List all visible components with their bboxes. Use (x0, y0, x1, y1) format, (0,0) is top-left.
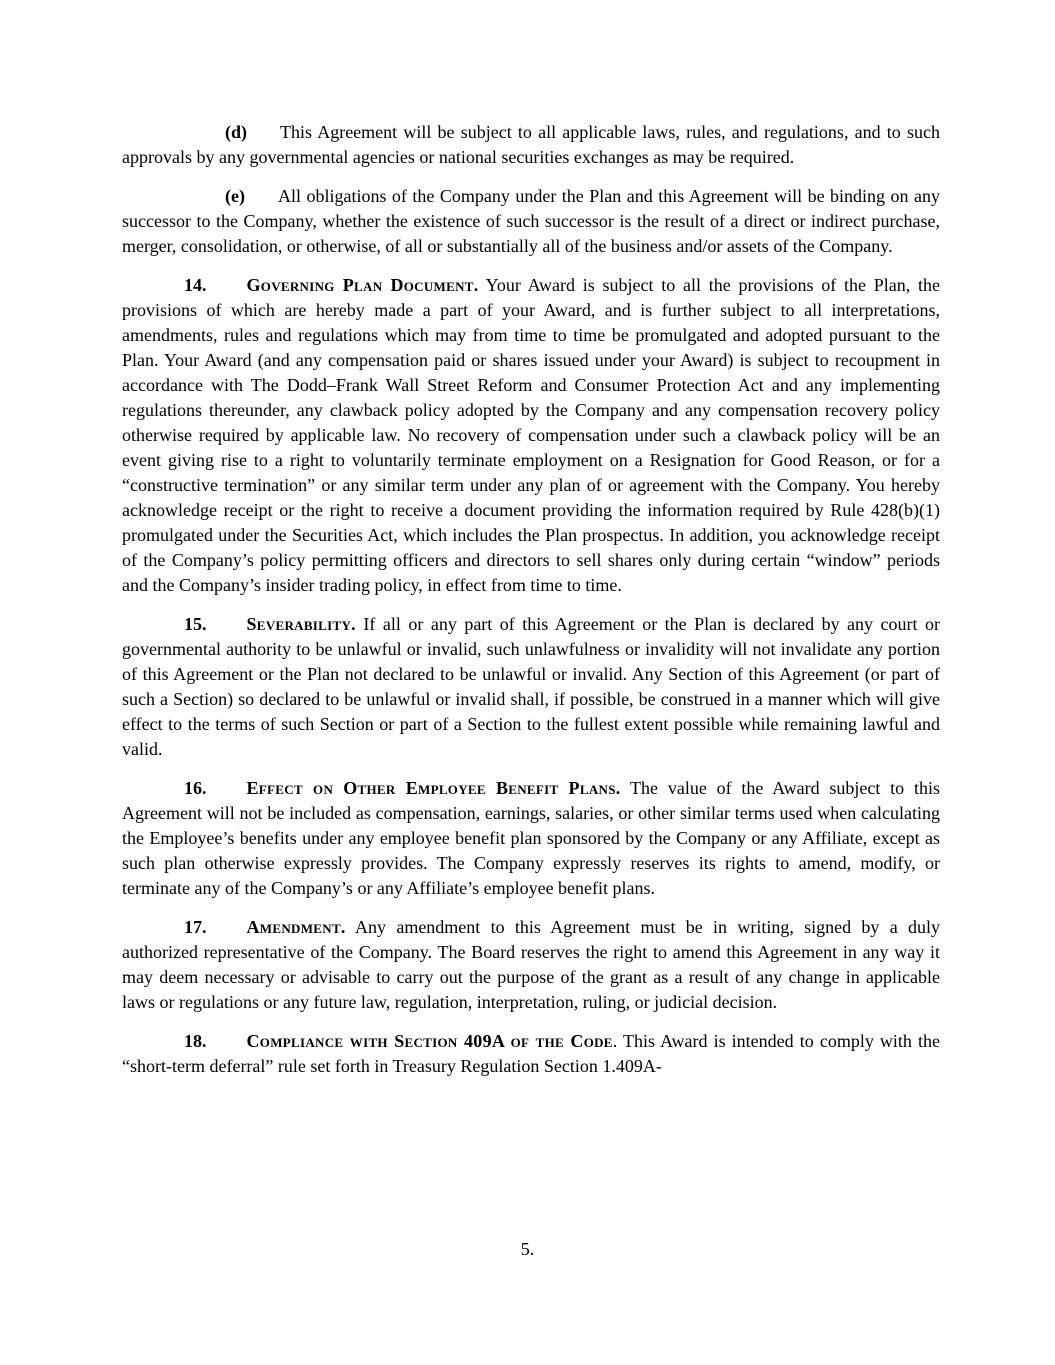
section-16-body: The value of the Award subject to this Agreement will not be included as compensation, earnings, salaries, or other similar terms used when calculating the Employee’s benefits under any employee benefit plan sponsored by the Company or any Affiliate, except as such plan otherwise expressly provides. The Company expressly reserves its rights to amend, modify, or terminate any of the Company’s or any Affiliate’s employee benefit plans. (122, 778, 940, 898)
section-14-governing-plan-document (122, 273, 940, 598)
section-18-heading: Compliance with Section 409A of the Code (246, 1031, 613, 1051)
paragraph-e (122, 184, 940, 259)
section-16-number: 16. (184, 778, 207, 798)
section-18-body: This Award is intended to comply with the “short-term deferral” rule set forth in Treasury Regulation Section 1.409A- (122, 1031, 940, 1076)
paragraph-e-label: (e) (225, 186, 245, 206)
section-17-amendment (122, 915, 940, 1015)
section-16-heading: Effect on Other Employee Benefit Plans. (246, 778, 621, 798)
section-14-heading: Governing Plan Document. (246, 275, 479, 295)
section-15-number: 15. (184, 614, 207, 634)
section-17-number: 17. (184, 917, 207, 937)
section-15-heading: Severability. (246, 614, 356, 634)
section-16-effect-on-other-employee-benefit-plans (122, 776, 940, 901)
paragraph-d-text: This Agreement will be subject to all applicable laws, rules, and regulations, and to such approvals by any governmental agencies or national securities exchanges as may be required. (122, 122, 940, 167)
section-18-compliance-with-section-409a (122, 1029, 940, 1079)
section-15-body: If all or any part of this Agreement or the Plan is declared by any court or governmental authority to be unlawful or invalid, such unlawfulness or invalidity will not invalidate any portion of this Agreement or the Plan not declared to be unlawful or invalid. Any Section of this Agreement (or part of such a Section) so declared to be unlawful or invalid shall, if possible, be construed in a manner which will give effect to the terms of such Section or part of a Section to the fullest extent possible while remaining lawful and valid. (122, 614, 940, 759)
section-17-body: Any amendment to this Agreement must be in writing, signed by a duly authorized representative of the Company. The Board reserves the right to amend this Agreement in any way it may deem necessary or advisable to carry out the purpose of the grant as a result of any change in applicable laws or regulations or any future law, regulation, interpretation, ruling, or judicial decision. (122, 917, 940, 1012)
section-18-heading-trail: . (612, 1031, 618, 1051)
page-number: 5. (520, 1239, 535, 1259)
section-15-severability (122, 612, 940, 762)
paragraph-e-text: All obligations of the Company under the Plan and this Agreement will be binding on any successor to the Company, whether the existence of such successor is the result of a direct or indirect purchase, merger, consolidation, or otherwise, of all or substantially all of the business and/or assets of the Company. (122, 186, 940, 256)
paragraph-d-label: (d) (225, 122, 247, 142)
section-14-number: 14. (184, 275, 207, 295)
section-18-number: 18. (184, 1031, 207, 1051)
section-17-heading: Amendment. (246, 917, 346, 937)
paragraph-d (122, 120, 940, 170)
section-14-body: Your Award is subject to all the provisions of the Plan, the provisions of which are hereby made a part of your Award, and is further subject to all interpretations, amendments, rules and regulations which may from time to time be promulgated and adopted pursuant to the Plan. Your Award (and any compensation paid or shares issued under your Award) is subject to recoupment in accordance with The Dodd–Frank Wall Street Reform and Consumer Protection Act and any implementing regulations thereunder, any clawback policy adopted by the Company and any compensation recovery policy otherwise required by applicable law. No recovery of compensation under such a clawback policy will be an event giving rise to a right to voluntarily terminate employment on a Resignation for Good Reason, or for a “constructive termination” or any similar term under any plan of or agreement with the Company. You hereby acknowledge receipt or the right to receive a document providing the information required by Rule 428(b)(1) promulgated under the Securities Act, which includes the Plan prospectus. In addition, you acknowledge receipt of the Company’s policy permitting officers and directors to sell shares only during certain “window” periods and the Company’s insider trading policy, in effect from time to time. (122, 275, 940, 595)
